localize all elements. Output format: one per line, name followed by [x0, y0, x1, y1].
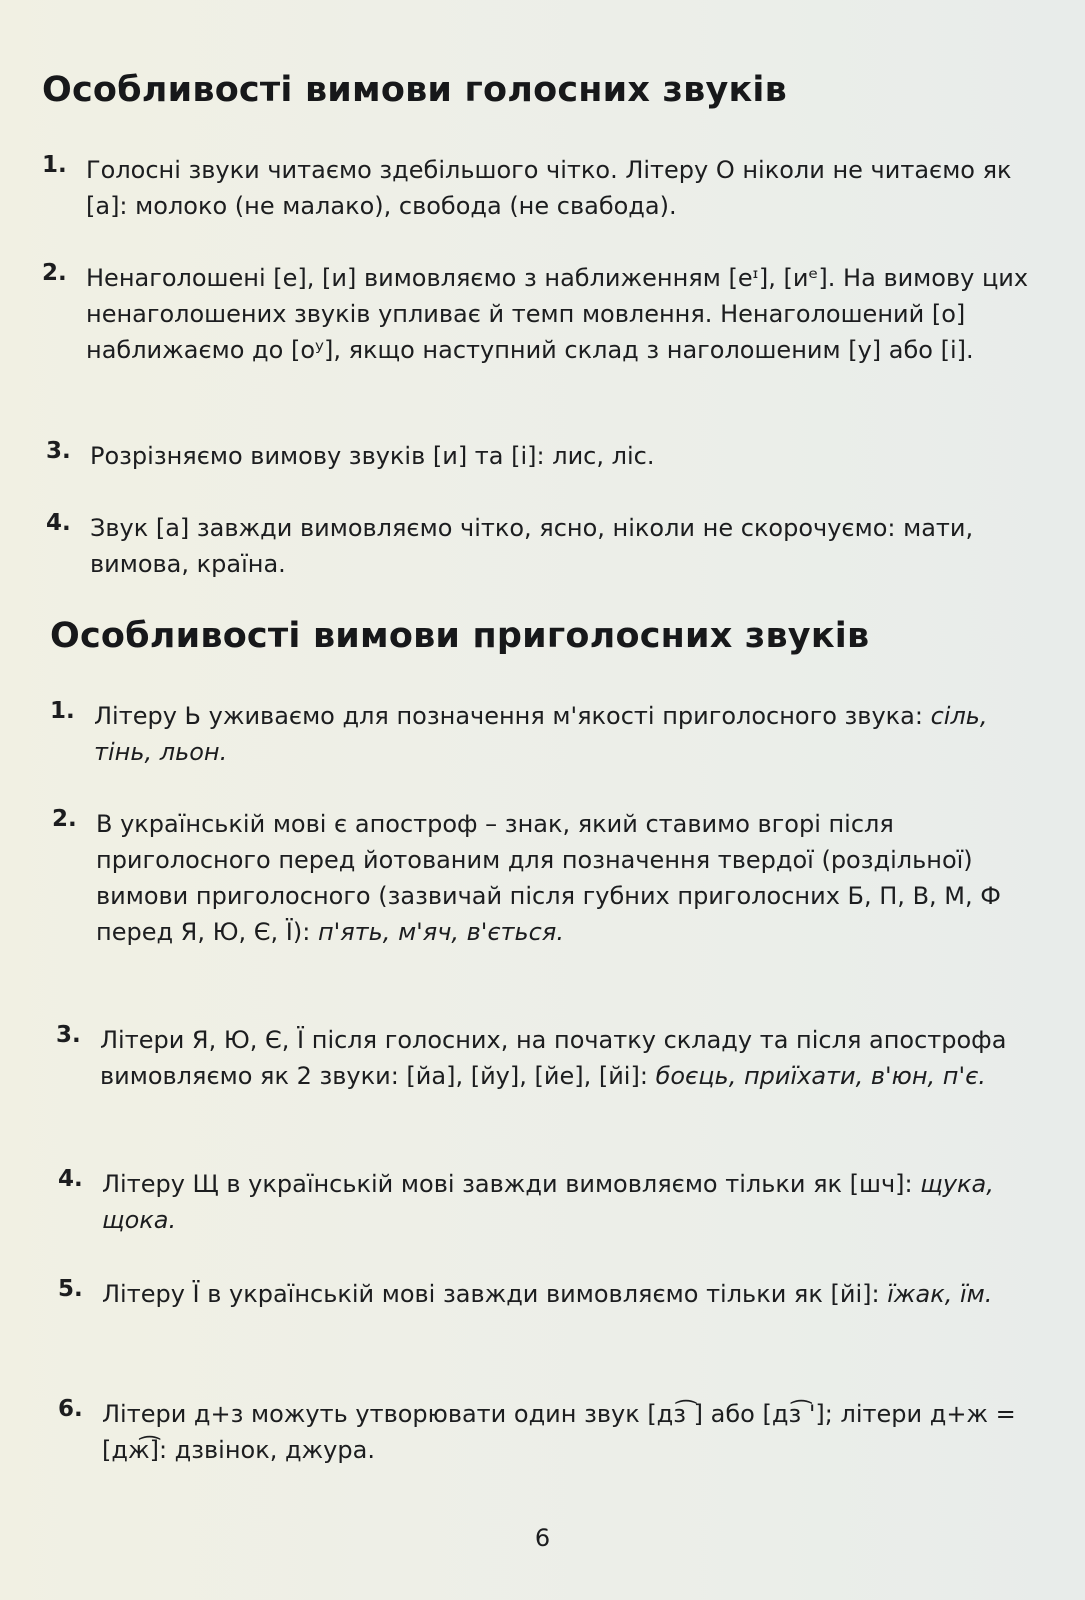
consonants-heading: Особливості вимови приголосних звуків [50, 616, 870, 656]
rule-number: 1. [42, 152, 67, 178]
rule-text: Літеру Ї в українській мові завжди вимовляємо тільки як [йі]: їжак, їм. [102, 1280, 993, 1308]
rule-text: Літери Я, Ю, Є, Ї після голосних, на початку складу та після апострофа вимовляємо як 2 звуки: [йа], [йу], [йе], [йі]: боєць, приїхати, в'юн, п'є. [100, 1026, 1007, 1090]
rule-text: Літеру Щ в українській мові завжди вимовляємо тільки як [шч]: щука, щока. [102, 1170, 994, 1234]
rule-text: Голосні звуки читаємо здебільшого чітко. Літеру О ніколи не читаємо як [а]: молоко (не малако), свобода (не свабода). [86, 156, 1012, 220]
page-number: 6 [534, 1524, 551, 1552]
rule-text: Літери д+з можуть утворювати один звук [дз͡ ] або [дз͡ ']; літери д+ж = [дж͡]: дзвінок, джура. [102, 1400, 1016, 1464]
rule-number: 4. [58, 1166, 83, 1192]
rule-number: 4. [46, 510, 71, 536]
vowels-heading: Особливості вимови голосних звуків [42, 70, 787, 110]
rule-number: 3. [56, 1022, 81, 1048]
rule-number: 1. [50, 698, 75, 724]
rule-text: Звук [а] завжди вимовляємо чітко, ясно, ніколи не скорочуємо: мати, вимова, країна. [90, 514, 974, 578]
rule-number: 3. [46, 438, 71, 464]
rule-number: 5. [58, 1276, 83, 1302]
rule-text: Ненаголошені [е], [и] вимовляємо з наближенням [еᶦ], [иᵉ]. На вимову цих ненаголошених звуків упливає й темп мовлення. Ненаголошений [о] наближаємо до [оʸ], якщо наступний склад з наголошеним [у] або [і]. [86, 264, 1029, 364]
rule-text: Літеру Ь уживаємо для позначення м'якості приголосного звука: сіль, тінь, льон. [94, 702, 988, 766]
rule-text: В українській мові є апостроф – знак, який ставимо вгорі після приголосного перед йотованим для позначення твердої (роздільної) вимови приголосного (зазвичай після губних приголосних Б, П, В, М, Ф перед Я, Ю, Є, Ї): п'ять, м'яч, в'ється. [96, 810, 1001, 946]
rule-number: 2. [52, 806, 77, 832]
rule-number: 2. [42, 260, 67, 286]
rule-number: 6. [58, 1396, 83, 1422]
rule-text: Розрізняємо вимову звуків [и] та [і]: лис, ліс. [90, 442, 655, 470]
